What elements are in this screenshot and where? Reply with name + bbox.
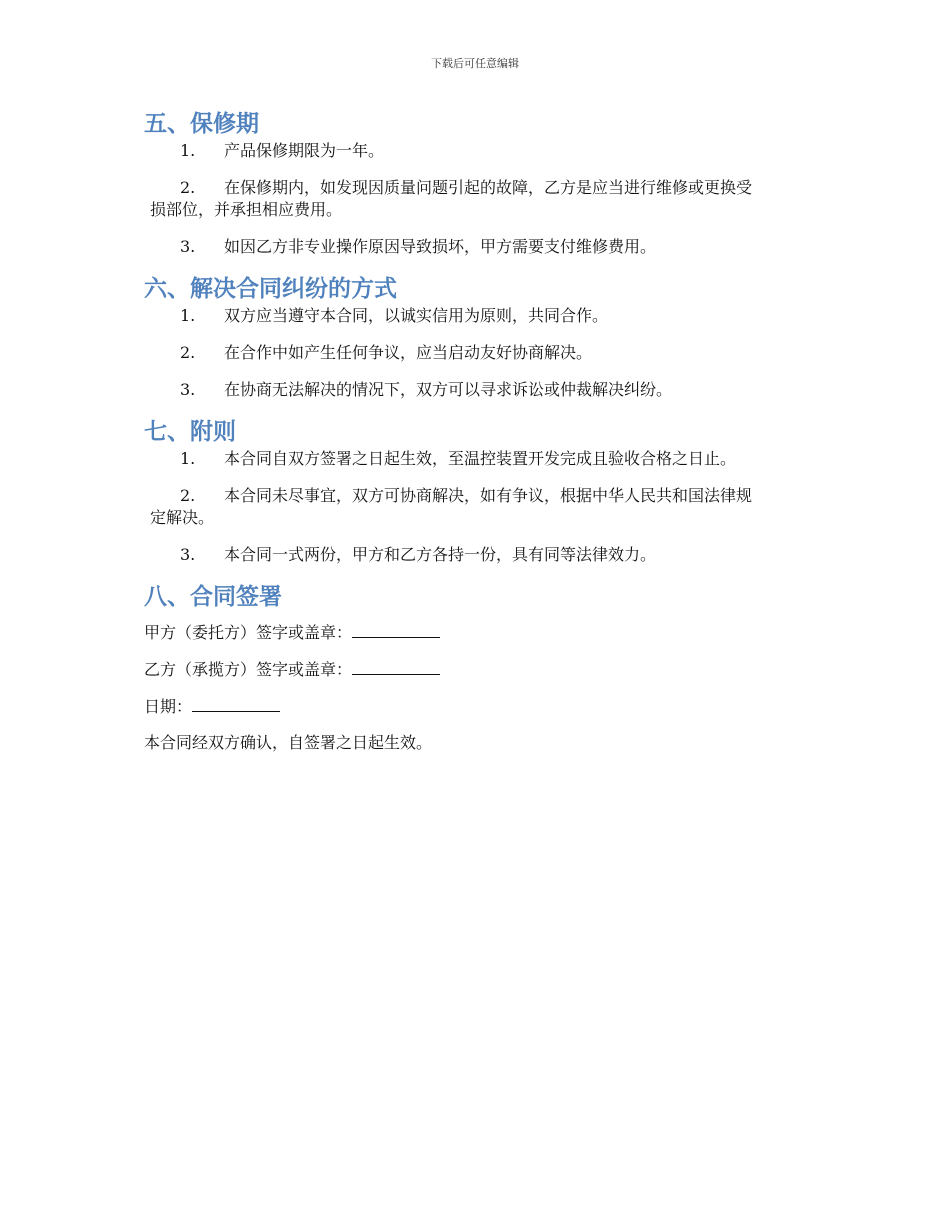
section-title: 五、保修期: [144, 111, 259, 137]
list-item: [144, 544, 844, 566]
date-line: [144, 695, 844, 718]
party-b-label: 乙方（承揽方）签字或盖章：: [144, 660, 353, 679]
section-supplementary: [144, 416, 844, 566]
item-number: 2.: [180, 486, 196, 505]
item-text: 如因乙方非专业操作原因导致损坏，甲方需要支付维修费用。: [224, 237, 657, 256]
item-number: 3.: [180, 545, 196, 564]
list-item: [144, 448, 844, 470]
item-text: 本合同自双方签署之日起生效，至温控装置开发完成且验收合格之日止。: [224, 449, 737, 468]
item-text: 在保修期内，如发现因质量问题引起的故障，乙方是应当进行维修或更换受: [224, 178, 753, 197]
section-signature: [144, 581, 844, 754]
section-title: 八、合同签署: [144, 584, 282, 610]
item-text: 产品保修期限为一年。: [224, 141, 385, 160]
party-b-signature-blank: [352, 658, 440, 675]
item-text: 双方应当遵守本合同，以诚实信用为原则，共同合作。: [224, 306, 609, 325]
item-number: 2.: [180, 343, 196, 362]
item-text: 本合同一式两份，甲方和乙方各持一份，具有同等法律效力。: [224, 545, 657, 564]
item-text-continued: 损部位，并承担相应费用。: [150, 200, 343, 219]
item-number: 1.: [180, 306, 196, 325]
document-body: [144, 108, 844, 768]
section-title: 六、解决合同纠纷的方式: [144, 276, 397, 302]
item-number: 2.: [180, 178, 196, 197]
date-label: 日期：: [144, 697, 193, 716]
list-item: [144, 177, 844, 221]
item-number: 1.: [180, 141, 196, 160]
section-warranty: [144, 108, 844, 258]
list-item: [144, 236, 844, 258]
item-text: 本合同未尽事宜，双方可协商解决，如有争议，根据中华人民共和国法律规: [224, 486, 753, 505]
list-item: [144, 379, 844, 401]
item-number: 3.: [180, 380, 196, 399]
list-item: [144, 485, 844, 529]
page-header: 下载后可任意编辑: [431, 57, 519, 70]
item-text: 在合作中如产生任何争议，应当启动友好协商解决。: [224, 343, 593, 362]
closing-statement: 本合同经双方确认，自签署之日起生效。: [144, 733, 433, 752]
list-item: [144, 140, 844, 162]
party-b-signature: [144, 658, 844, 681]
party-a-label: 甲方（委托方）签字或盖章：: [144, 623, 353, 642]
section-dispute-resolution: [144, 273, 844, 401]
item-text-continued: 定解决。: [150, 508, 215, 527]
item-number: 1.: [180, 449, 196, 468]
date-blank: [192, 695, 280, 712]
item-number: 3.: [180, 237, 196, 256]
item-text: 在协商无法解决的情况下，双方可以寻求诉讼或仲裁解决纠纷。: [224, 380, 673, 399]
list-item: [144, 342, 844, 364]
list-item: [144, 305, 844, 327]
section-title: 七、附则: [144, 419, 236, 445]
party-a-signature: [144, 621, 844, 644]
party-a-signature-blank: [352, 621, 440, 638]
